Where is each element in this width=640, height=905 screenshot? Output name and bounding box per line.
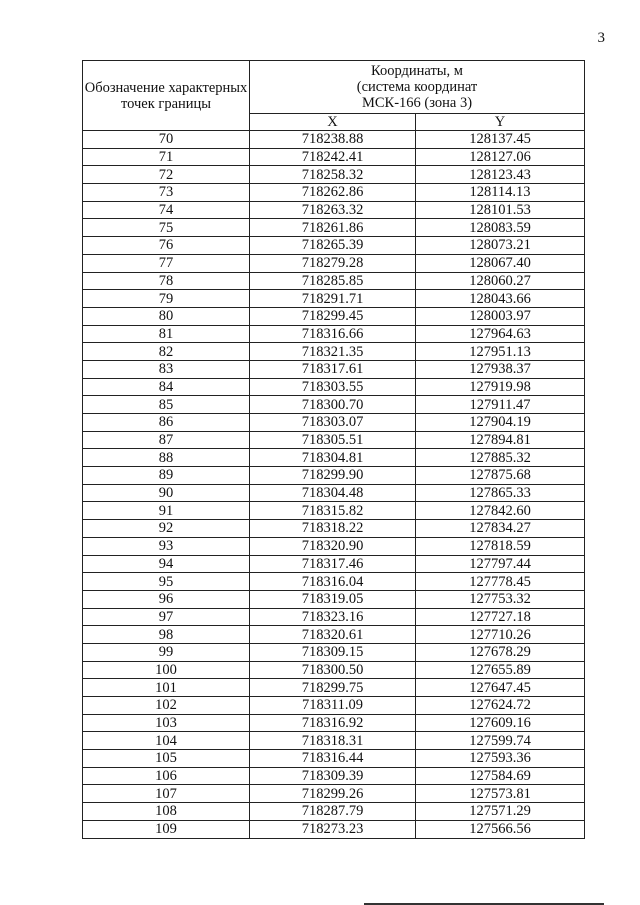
- y-coordinate-cell: 127584.69: [416, 767, 585, 785]
- x-coordinate-cell: 718242.41: [250, 148, 416, 166]
- table-row: [83, 767, 585, 785]
- header-coordinates-line-3: МСК-166 (зона 3): [361, 95, 473, 111]
- x-coordinate-cell: 718287.79: [250, 803, 416, 821]
- x-coordinate-cell: 718318.22: [250, 520, 416, 538]
- table-row: [83, 590, 585, 608]
- x-coordinate-cell: 718299.26: [250, 785, 416, 803]
- y-coordinate-cell: 127566.56: [416, 820, 585, 838]
- header-x: X: [250, 114, 416, 131]
- table-row: [83, 643, 585, 661]
- point-cell: 86: [83, 414, 250, 432]
- point-cell: 95: [83, 573, 250, 591]
- point-cell: 102: [83, 697, 250, 715]
- x-coordinate-cell: 718238.88: [250, 131, 416, 149]
- y-coordinate-cell: 127599.74: [416, 732, 585, 750]
- y-coordinate-cell: 127894.81: [416, 431, 585, 449]
- table-row: [83, 307, 585, 325]
- x-coordinate-cell: 718291.71: [250, 290, 416, 308]
- x-coordinate-cell: 718263.32: [250, 201, 416, 219]
- table-row: [83, 608, 585, 626]
- x-coordinate-cell: 718261.86: [250, 219, 416, 237]
- y-coordinate-cell: 127710.26: [416, 626, 585, 644]
- point-cell: 71: [83, 148, 250, 166]
- y-coordinate-cell: 128067.40: [416, 254, 585, 272]
- y-coordinate-cell: 127818.59: [416, 537, 585, 555]
- x-coordinate-cell: 718323.16: [250, 608, 416, 626]
- point-cell: 87: [83, 431, 250, 449]
- y-coordinate-cell: 128127.06: [416, 148, 585, 166]
- x-coordinate-cell: 718316.04: [250, 573, 416, 591]
- x-coordinate-cell: 718262.86: [250, 184, 416, 202]
- point-cell: 78: [83, 272, 250, 290]
- point-cell: 90: [83, 484, 250, 502]
- point-cell: 103: [83, 714, 250, 732]
- table-row: [83, 237, 585, 255]
- table-row: [83, 166, 585, 184]
- table-row: [83, 714, 585, 732]
- table-row: [83, 131, 585, 149]
- coordinates-table: [82, 60, 585, 839]
- table-row: [83, 484, 585, 502]
- y-coordinate-cell: 127593.36: [416, 750, 585, 768]
- y-coordinate-cell: 127842.60: [416, 502, 585, 520]
- x-coordinate-cell: 718309.39: [250, 767, 416, 785]
- table-row: [83, 201, 585, 219]
- y-coordinate-cell: 128073.21: [416, 237, 585, 255]
- x-coordinate-cell: 718319.05: [250, 590, 416, 608]
- y-coordinate-cell: 127865.33: [416, 484, 585, 502]
- table-row: [83, 785, 585, 803]
- table-row: [83, 272, 585, 290]
- y-coordinate-cell: 127964.63: [416, 325, 585, 343]
- point-cell: 70: [83, 131, 250, 149]
- table-row: [83, 750, 585, 768]
- x-coordinate-cell: 718316.44: [250, 750, 416, 768]
- table-row: [83, 148, 585, 166]
- table-row: [83, 414, 585, 432]
- header-coordinates-line-2: (система координат: [356, 79, 478, 95]
- point-cell: 76: [83, 237, 250, 255]
- x-coordinate-cell: 718303.55: [250, 378, 416, 396]
- table-row: [83, 396, 585, 414]
- x-coordinate-cell: 718304.81: [250, 449, 416, 467]
- x-coordinate-cell: 718303.07: [250, 414, 416, 432]
- x-coordinate-cell: 718285.85: [250, 272, 416, 290]
- table-row: [83, 360, 585, 378]
- point-cell: 79: [83, 290, 250, 308]
- table-row: [83, 431, 585, 449]
- point-cell: 99: [83, 643, 250, 661]
- point-cell: 84: [83, 378, 250, 396]
- x-coordinate-cell: 718279.28: [250, 254, 416, 272]
- table-row: [83, 520, 585, 538]
- x-coordinate-cell: 718316.66: [250, 325, 416, 343]
- header-y: Y: [416, 114, 585, 131]
- x-coordinate-cell: 718299.90: [250, 467, 416, 485]
- point-cell: 96: [83, 590, 250, 608]
- point-cell: 77: [83, 254, 250, 272]
- x-coordinate-cell: 718317.46: [250, 555, 416, 573]
- point-cell: 72: [83, 166, 250, 184]
- y-coordinate-cell: 127778.45: [416, 573, 585, 591]
- x-coordinate-cell: 718304.48: [250, 484, 416, 502]
- point-cell: 73: [83, 184, 250, 202]
- table-row: [83, 378, 585, 396]
- header-point-designation: Обозначение характерных точек границы: [83, 61, 250, 131]
- x-coordinate-cell: 718316.92: [250, 714, 416, 732]
- x-coordinate-cell: 718320.61: [250, 626, 416, 644]
- table-row: [83, 467, 585, 485]
- point-cell: 108: [83, 803, 250, 821]
- x-coordinate-cell: 718309.15: [250, 643, 416, 661]
- y-coordinate-cell: 127624.72: [416, 697, 585, 715]
- point-cell: 74: [83, 201, 250, 219]
- table-row: [83, 732, 585, 750]
- x-coordinate-cell: 718315.82: [250, 502, 416, 520]
- x-coordinate-cell: 718265.39: [250, 237, 416, 255]
- point-cell: 97: [83, 608, 250, 626]
- table-row: [83, 290, 585, 308]
- page-number: 3: [597, 30, 605, 46]
- point-cell: 88: [83, 449, 250, 467]
- table-row: [83, 325, 585, 343]
- point-cell: 104: [83, 732, 250, 750]
- x-coordinate-cell: 718311.09: [250, 697, 416, 715]
- x-coordinate-cell: 718300.50: [250, 661, 416, 679]
- point-cell: 91: [83, 502, 250, 520]
- y-coordinate-cell: 127875.68: [416, 467, 585, 485]
- table-row: [83, 219, 585, 237]
- x-coordinate-cell: 718273.23: [250, 820, 416, 838]
- point-cell: 82: [83, 343, 250, 361]
- y-coordinate-cell: 128137.45: [416, 131, 585, 149]
- point-cell: 81: [83, 325, 250, 343]
- y-coordinate-cell: 127609.16: [416, 714, 585, 732]
- table-row: [83, 254, 585, 272]
- point-cell: 85: [83, 396, 250, 414]
- point-cell: 75: [83, 219, 250, 237]
- point-cell: 105: [83, 750, 250, 768]
- point-cell: 80: [83, 307, 250, 325]
- table-body: [83, 131, 585, 839]
- y-coordinate-cell: 127904.19: [416, 414, 585, 432]
- x-coordinate-cell: 718321.35: [250, 343, 416, 361]
- y-coordinate-cell: 127797.44: [416, 555, 585, 573]
- y-coordinate-cell: 127753.32: [416, 590, 585, 608]
- y-coordinate-cell: 127951.13: [416, 343, 585, 361]
- table-row: [83, 343, 585, 361]
- y-coordinate-cell: 127678.29: [416, 643, 585, 661]
- x-coordinate-cell: 718305.51: [250, 431, 416, 449]
- y-coordinate-cell: 127911.47: [416, 396, 585, 414]
- y-coordinate-cell: 128083.59: [416, 219, 585, 237]
- x-coordinate-cell: 718300.70: [250, 396, 416, 414]
- y-coordinate-cell: 127938.37: [416, 360, 585, 378]
- y-coordinate-cell: 128043.66: [416, 290, 585, 308]
- point-cell: 106: [83, 767, 250, 785]
- point-cell: 107: [83, 785, 250, 803]
- y-coordinate-cell: 128003.97: [416, 307, 585, 325]
- point-cell: 109: [83, 820, 250, 838]
- point-cell: 94: [83, 555, 250, 573]
- table-row: [83, 820, 585, 838]
- x-coordinate-cell: 718317.61: [250, 360, 416, 378]
- y-coordinate-cell: 128101.53: [416, 201, 585, 219]
- table-row: [83, 184, 585, 202]
- table-row: [83, 573, 585, 591]
- table-row: [83, 803, 585, 821]
- table-row: [83, 679, 585, 697]
- y-coordinate-cell: 127885.32: [416, 449, 585, 467]
- table-header: [83, 61, 585, 131]
- y-coordinate-cell: 127647.45: [416, 679, 585, 697]
- y-coordinate-cell: 127573.81: [416, 785, 585, 803]
- x-coordinate-cell: 718258.32: [250, 166, 416, 184]
- point-cell: 101: [83, 679, 250, 697]
- table-row: [83, 537, 585, 555]
- table-row: [83, 697, 585, 715]
- header-coordinates: [250, 61, 585, 114]
- y-coordinate-cell: 127655.89: [416, 661, 585, 679]
- y-coordinate-cell: 127571.29: [416, 803, 585, 821]
- x-coordinate-cell: 718299.45: [250, 307, 416, 325]
- point-cell: 100: [83, 661, 250, 679]
- y-coordinate-cell: 128114.13: [416, 184, 585, 202]
- header-coordinates-line-1: Координаты, м: [371, 63, 463, 79]
- x-coordinate-cell: 718299.75: [250, 679, 416, 697]
- table-row: [83, 626, 585, 644]
- point-cell: 92: [83, 520, 250, 538]
- point-cell: 93: [83, 537, 250, 555]
- point-cell: 98: [83, 626, 250, 644]
- x-coordinate-cell: 718320.90: [250, 537, 416, 555]
- table-row: [83, 449, 585, 467]
- table-row: [83, 502, 585, 520]
- table-row: [83, 661, 585, 679]
- y-coordinate-cell: 127834.27: [416, 520, 585, 538]
- y-coordinate-cell: 127727.18: [416, 608, 585, 626]
- table-row: [83, 555, 585, 573]
- y-coordinate-cell: 127919.98: [416, 378, 585, 396]
- y-coordinate-cell: 128123.43: [416, 166, 585, 184]
- y-coordinate-cell: 128060.27: [416, 272, 585, 290]
- point-cell: 83: [83, 360, 250, 378]
- x-coordinate-cell: 718318.31: [250, 732, 416, 750]
- point-cell: 89: [83, 467, 250, 485]
